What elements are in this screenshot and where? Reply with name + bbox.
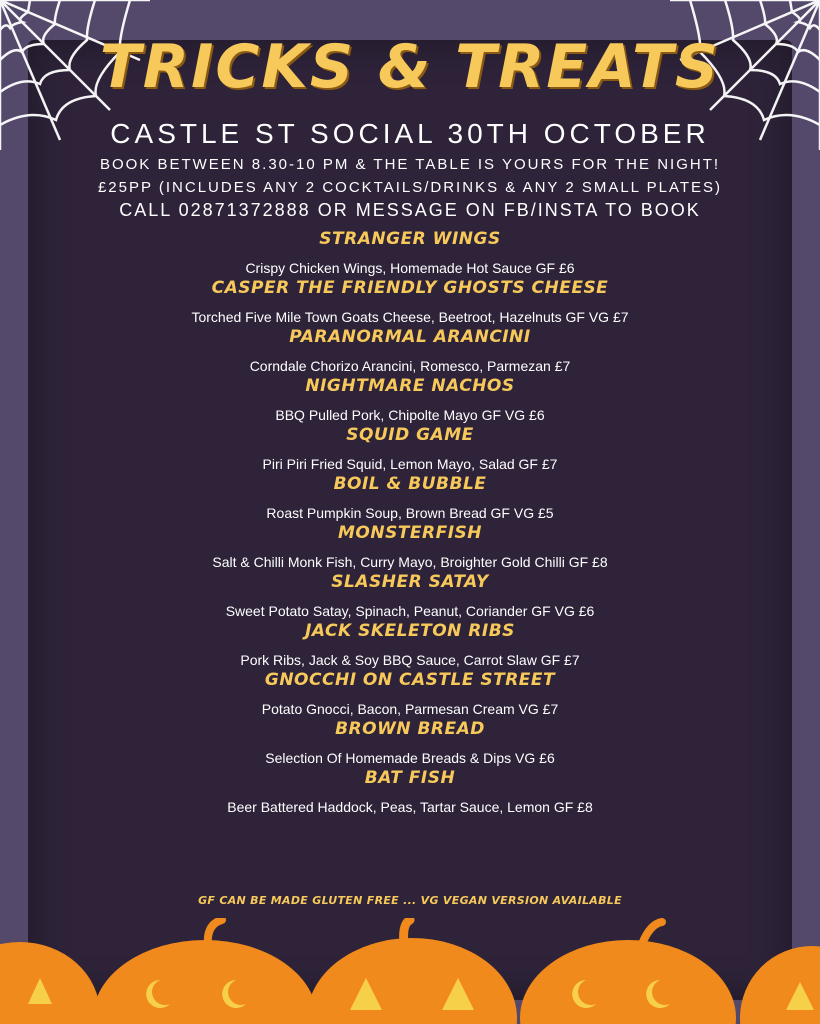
jack-o-lantern-icon [740, 946, 820, 1024]
menu-item [0, 767, 820, 816]
menu-item-name: MONSTERFISH [337, 523, 483, 543]
menu-item [0, 473, 820, 522]
menu-list [0, 228, 820, 816]
menu-item-description: Sweet Potato Satay, Spinach, Peanut, Coriander GF VG £6 [225, 603, 595, 619]
menu-item-name: BOIL & BUBBLE [333, 474, 487, 494]
menu-item-description: Salt & Chilli Monk Fish, Curry Mayo, Broighter Gold Chilli GF £8 [212, 554, 608, 570]
menu-item-name: STRANGER WINGS [319, 229, 501, 249]
poster-title: TRICKS & TREATS [99, 32, 721, 102]
menu-item-name: NIGHTMARE NACHOS [305, 376, 515, 396]
menu-item-description: Pork Ribs, Jack & Soy BBQ Sauce, Carrot Slaw GF £7 [240, 652, 580, 668]
jack-o-lantern-icon [520, 922, 736, 1024]
menu-item-description: Roast Pumpkin Soup, Brown Bread GF VG £5 [266, 505, 554, 521]
menu-item [0, 620, 820, 669]
menu-item [0, 424, 820, 473]
menu-item-name: JACK SKELETON RIBS [305, 621, 515, 641]
menu-item [0, 522, 820, 571]
menu-item-description: Corndale Chorizo Arancini, Romesco, Parmezan £7 [249, 358, 571, 374]
menu-item-name: PARANORMAL ARANCINI [289, 327, 531, 347]
menu-item [0, 277, 820, 326]
menu-item-name: SLASHER SATAY [331, 572, 489, 592]
booking-info: BOOK BETWEEN 8.30-10 PM & THE TABLE IS YOURS FOR THE NIGHT! [99, 156, 721, 173]
menu-item-description: Selection Of Homemade Breads & Dips VG £6 [265, 750, 555, 766]
contact-info: CALL 02871372888 OR MESSAGE ON FB/INSTA TO BOOK [119, 200, 701, 220]
menu-item-description: Piri Piri Fried Squid, Lemon Mayo, Salad GF £7 [262, 456, 558, 472]
menu-item [0, 326, 820, 375]
price-info: £25PP (INCLUDES ANY 2 COCKTAILS/DRINKS & ANY 2 SMALL PLATES) [97, 179, 723, 196]
menu-item-name: SQUID GAME [346, 425, 474, 445]
event-subtitle: CASTLE ST SOCIAL 30TH OCTOBER [110, 118, 710, 149]
menu-item [0, 718, 820, 767]
jack-o-lantern-icon [307, 920, 517, 1024]
menu-item-name: CASPER THE FRIENDLY GHOSTS CHEESE [211, 278, 609, 298]
menu-item [0, 228, 820, 277]
menu-item [0, 375, 820, 424]
jack-o-lantern-icon [93, 920, 317, 1024]
jack-o-lantern-icon [0, 942, 100, 1024]
menu-item-description: BBQ Pulled Pork, Chipolte Mayo GF VG £6 [275, 407, 545, 423]
dietary-footnote: GF CAN BE MADE GLUTEN FREE ... VG VEGAN VERSION AVAILABLE [198, 894, 622, 907]
menu-item-name: GNOCCHI ON CASTLE STREET [264, 670, 556, 690]
menu-item [0, 571, 820, 620]
menu-item-description: Potato Gnocci, Bacon, Parmesan Cream VG £7 [261, 701, 559, 717]
menu-item-name: BROWN BREAD [335, 719, 485, 739]
menu-item-name: BAT FISH [364, 768, 456, 788]
menu-item-description: Beer Battered Haddock, Peas, Tartar Sauce, Lemon GF £8 [227, 799, 593, 815]
menu-item-description: Torched Five Mile Town Goats Cheese, Beetroot, Hazelnuts GF VG £7 [191, 309, 629, 325]
menu-item [0, 669, 820, 718]
menu-item-description: Crispy Chicken Wings, Homemade Hot Sauce GF £6 [245, 260, 575, 276]
pumpkin-row [0, 918, 820, 1024]
